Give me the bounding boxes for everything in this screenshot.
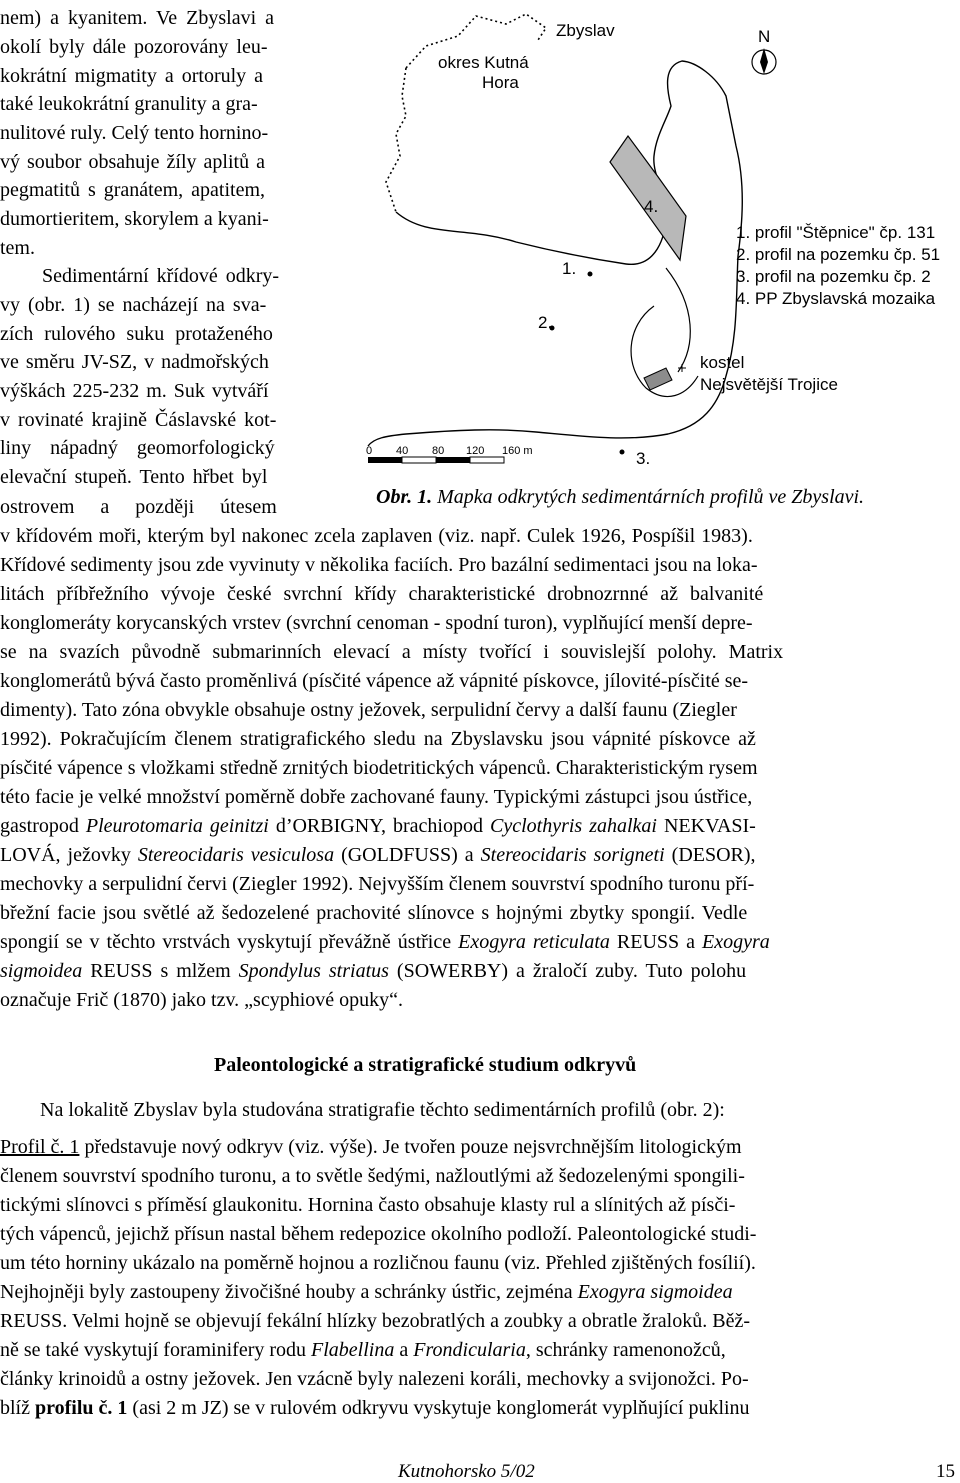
taxon-name: Stereocidaris vesiculosa xyxy=(137,844,335,866)
left-line: ve směru JV-SZ, v nadmořských xyxy=(0,351,269,373)
site-label-1: 1. xyxy=(562,259,577,278)
text-run: LOVÁ, ježovky xyxy=(0,844,138,866)
left-line: dumortieritem, skorylem a kyani- xyxy=(0,208,269,230)
profile-reference: profilu č. 1 xyxy=(35,1397,128,1419)
text-run: , schránky ramenonožců, xyxy=(525,1339,726,1361)
left-line: v rovinaté krajině Čáslavské kot- xyxy=(0,409,277,431)
legend-item: 4. PP Zbyslavská mozaika xyxy=(736,289,936,308)
church-label: kostel xyxy=(700,353,745,372)
body-line: mechovky a serpulidní červi (Ziegler 1992). Nejvyšším členem souvrství spodního turonu pří- xyxy=(0,873,755,895)
taxon-name: Stereocidaris sorigneti xyxy=(480,844,665,866)
body-line: břežní facie jsou světlé až šedozelené prachovité slínovce s hojnými zbytky spongií. Vedle xyxy=(0,902,748,924)
left-line: vý soubor obsahuje žíly aplitů a xyxy=(0,151,265,173)
figure-caption xyxy=(376,486,864,509)
body-line xyxy=(0,845,756,865)
district-boundary xyxy=(386,68,406,212)
taxon-name: Flabellina xyxy=(311,1339,395,1361)
text-run: REUSS s mlžem xyxy=(82,960,239,982)
text-run: (SOWERBY) a žraločí zuby. Tuto polohu xyxy=(388,960,747,982)
taxon-name: Spondylus striatus xyxy=(238,960,389,982)
taxon-name: sigmoidea xyxy=(0,960,83,982)
site-label-2: 2. xyxy=(538,313,553,332)
caption-label: Obr. 1. xyxy=(376,486,433,508)
text-run: d’ORBIGNY, brachiopod xyxy=(268,815,490,837)
left-line: liny nápadný geomorfologický xyxy=(0,437,275,459)
left-line: také leukokrátní granulity a gra- xyxy=(0,93,258,115)
site-marker-3 xyxy=(620,450,625,455)
taxon-name: Exogyra sigmoidea xyxy=(577,1281,733,1303)
profile-label: Profil č. 1 xyxy=(0,1136,80,1158)
body-line xyxy=(0,1137,742,1157)
body-line: tých vápenců, jejichž přísun nastal během redepozice okolního podloží. Paleontologické studi- xyxy=(0,1223,757,1245)
left-line: elevační stupeň. Tento hřbet byl xyxy=(0,466,268,488)
taxon-name: Pleurotomaria geinitzi xyxy=(85,815,269,837)
footer-page-number: 15 xyxy=(936,1461,955,1482)
taxon-name: Exogyra xyxy=(702,931,770,953)
body-line: Křídové sedimenty jsou zde vyvinuty v několika faciích. Pro bazální sedimentaci jsou na loka- xyxy=(0,554,758,576)
body-line: REUSS. Velmi hojně se objevují fekální hlízky bezobratlých a zoubky a obratle žraloků. Běž- xyxy=(0,1310,750,1332)
left-line: Sedimentární křídové odkry- xyxy=(42,265,280,287)
text-run: blíž xyxy=(0,1397,35,1419)
body-line: označuje Frič (1870) jako tzv. „scyphiové opuky“. xyxy=(0,989,404,1011)
taxon-name: Frondicularia xyxy=(413,1339,526,1361)
left-line: vy (obr. 1) se nacházejí na sva- xyxy=(0,294,267,316)
body-line: se na svazích původně submarinních elevací a místy tvořící i souvislejší polohy. Matrix xyxy=(0,641,784,663)
body-line: konglomeráty korycanských vrstev (svrchní cenoman - spodní turon), vyplňující menší depre- xyxy=(0,612,753,634)
region-label: okres Kutná xyxy=(438,53,529,72)
body-line xyxy=(0,816,756,836)
left-line: okolí byly dále pozorovány leu- xyxy=(0,36,268,58)
town-label: Zbyslav xyxy=(556,21,615,40)
body-line: členem souvrství spodního turonu, a to světle šedými, nažloutlými až šedozelenými spongili- xyxy=(0,1165,745,1187)
text-run: a xyxy=(394,1339,414,1361)
legend-item: 3. profil na pozemku čp. 2 xyxy=(736,267,931,286)
text-run: ně se také vyskytují foraminifery rodu xyxy=(0,1339,312,1361)
scale-label: 80 xyxy=(432,445,445,457)
body-line: Na lokalitě Zbyslav byla studována stratigrafie těchto sedimentárních profilů (obr. 2): xyxy=(40,1099,725,1121)
north-arrow-icon xyxy=(760,48,768,74)
body-line xyxy=(0,1282,733,1302)
body-line: v křídovém moři, kterým byl nakonec zcela zaplaven (viz. např. Culek 1926, Pospíšil 1983). xyxy=(0,525,753,547)
scale-bar xyxy=(402,457,436,463)
body-line xyxy=(0,1398,750,1418)
legend-item: 1. profil "Štěpnice" čp. 131 xyxy=(736,223,936,242)
body-line: tickými slínovci s příměsí glaukonitu. Hornina často obsahuje klasty rul a slínitých až písči- xyxy=(0,1194,736,1216)
text-run: (DESOR), xyxy=(664,844,756,866)
text-run: (GOLDFUSS) a xyxy=(334,844,481,866)
text-run: REUSS a xyxy=(609,931,703,953)
left-line: pegmatitů s granátem, apatitem, xyxy=(0,179,266,201)
text-run: spongií se v těchto vrstvách vyskytují převážně ústřice xyxy=(0,931,459,953)
body-line: této facie je velké množství poměrně dobře zachované fauny. Typickými zástupci jsou ústřice, xyxy=(0,786,753,808)
left-line: nem) a kyanitem. Ve Zbyslavi a xyxy=(0,7,275,29)
scale-label: 40 xyxy=(396,445,409,457)
scale-label: 160 m xyxy=(502,445,533,457)
section-heading: Paleontologické a stratigrafické studium odkryvů xyxy=(214,1054,637,1076)
left-line: nulitové ruly. Celý tento hornino- xyxy=(0,122,269,144)
church-label: Nejsvětější Trojice xyxy=(700,375,838,394)
body-line: písčité vápence s vložkami středně zrnitých biodetritických vápenců. Charakteristickým rysem xyxy=(0,757,758,779)
body-line: články krinoidů a ostny ježovek. Jen vzácně byly nalezeni koráli, mechovky a svijonožci. Po- xyxy=(0,1368,749,1390)
body-line: konglomerátů bývá často proměnlivá (písčité vápence až vápnité pískovce, jílovité-písčité se- xyxy=(0,670,749,692)
taxon-name: Exogyra reticulata xyxy=(458,931,610,953)
site-marker-1 xyxy=(588,272,593,277)
region-label: Hora xyxy=(482,73,519,92)
body-line xyxy=(0,961,746,981)
text-run: gastropod xyxy=(0,815,86,837)
body-line xyxy=(0,1340,726,1360)
scale-bar xyxy=(436,457,470,463)
north-label: N xyxy=(758,27,771,46)
legend-item: 2. profil na pozemku čp. 51 xyxy=(736,245,941,264)
left-line: ostrovem a později útesem xyxy=(0,496,277,518)
scale-bar xyxy=(368,457,402,463)
site-label-4: 4. xyxy=(644,197,659,216)
road xyxy=(666,268,690,372)
left-line: tem. xyxy=(0,237,35,259)
left-line: kokrátní migmatity a ortoruly a xyxy=(0,65,264,87)
body-line: 1992). Pokračujícím členem stratigrafického sledu na Zbyslavsku jsou vápnité pískovce až xyxy=(0,728,756,750)
scale-bar xyxy=(470,457,504,463)
text-run: NEKVASI- xyxy=(656,815,756,837)
text-run: představuje nový odkryv (viz. výše). Je tvořen pouze nejsvrchnějším litologickým xyxy=(79,1136,742,1158)
footer-journal: Kutnohorsko 5/02 xyxy=(398,1461,535,1482)
left-line: zích rulového suku protaženého xyxy=(0,323,273,345)
body-line xyxy=(0,932,770,952)
site-map-figure xyxy=(366,6,960,468)
taxon-name: Cyclothyris zahalkai xyxy=(489,815,657,837)
text-run: Nejhojněji byly zastoupeny živočišné houby a schránky ústřic, zejména xyxy=(0,1281,578,1303)
village-outline xyxy=(368,61,745,446)
site-label-3: 3. xyxy=(636,449,651,468)
caption-text: Mapka odkrytých sedimentárních profilů ve Zbyslavi. xyxy=(437,486,865,508)
body-line: litách příbřežního vývoje české svrchní křídy charakteristické drobnozrnné až balvanité xyxy=(0,583,764,605)
scale-label: 120 xyxy=(466,445,485,457)
scale-label: 0 xyxy=(366,445,373,457)
body-line: dimenty). Tato zóna obvykle obsahuje ostny ježovek, serpulidní červy a další faunu (Ziegler xyxy=(0,699,737,721)
left-line: výškách 225-232 m. Suk vytváří xyxy=(0,380,269,402)
church-building xyxy=(644,368,672,390)
text-run: (asi 2 m JZ) se v rulovém odkryvu vyskytuje konglomerát vyplňující puklinu xyxy=(127,1397,750,1419)
body-line: um této horniny ukázalo na poměrně hojnou a rozličnou faunu (viz. Přehled zjištěných fosílií). xyxy=(0,1252,756,1274)
